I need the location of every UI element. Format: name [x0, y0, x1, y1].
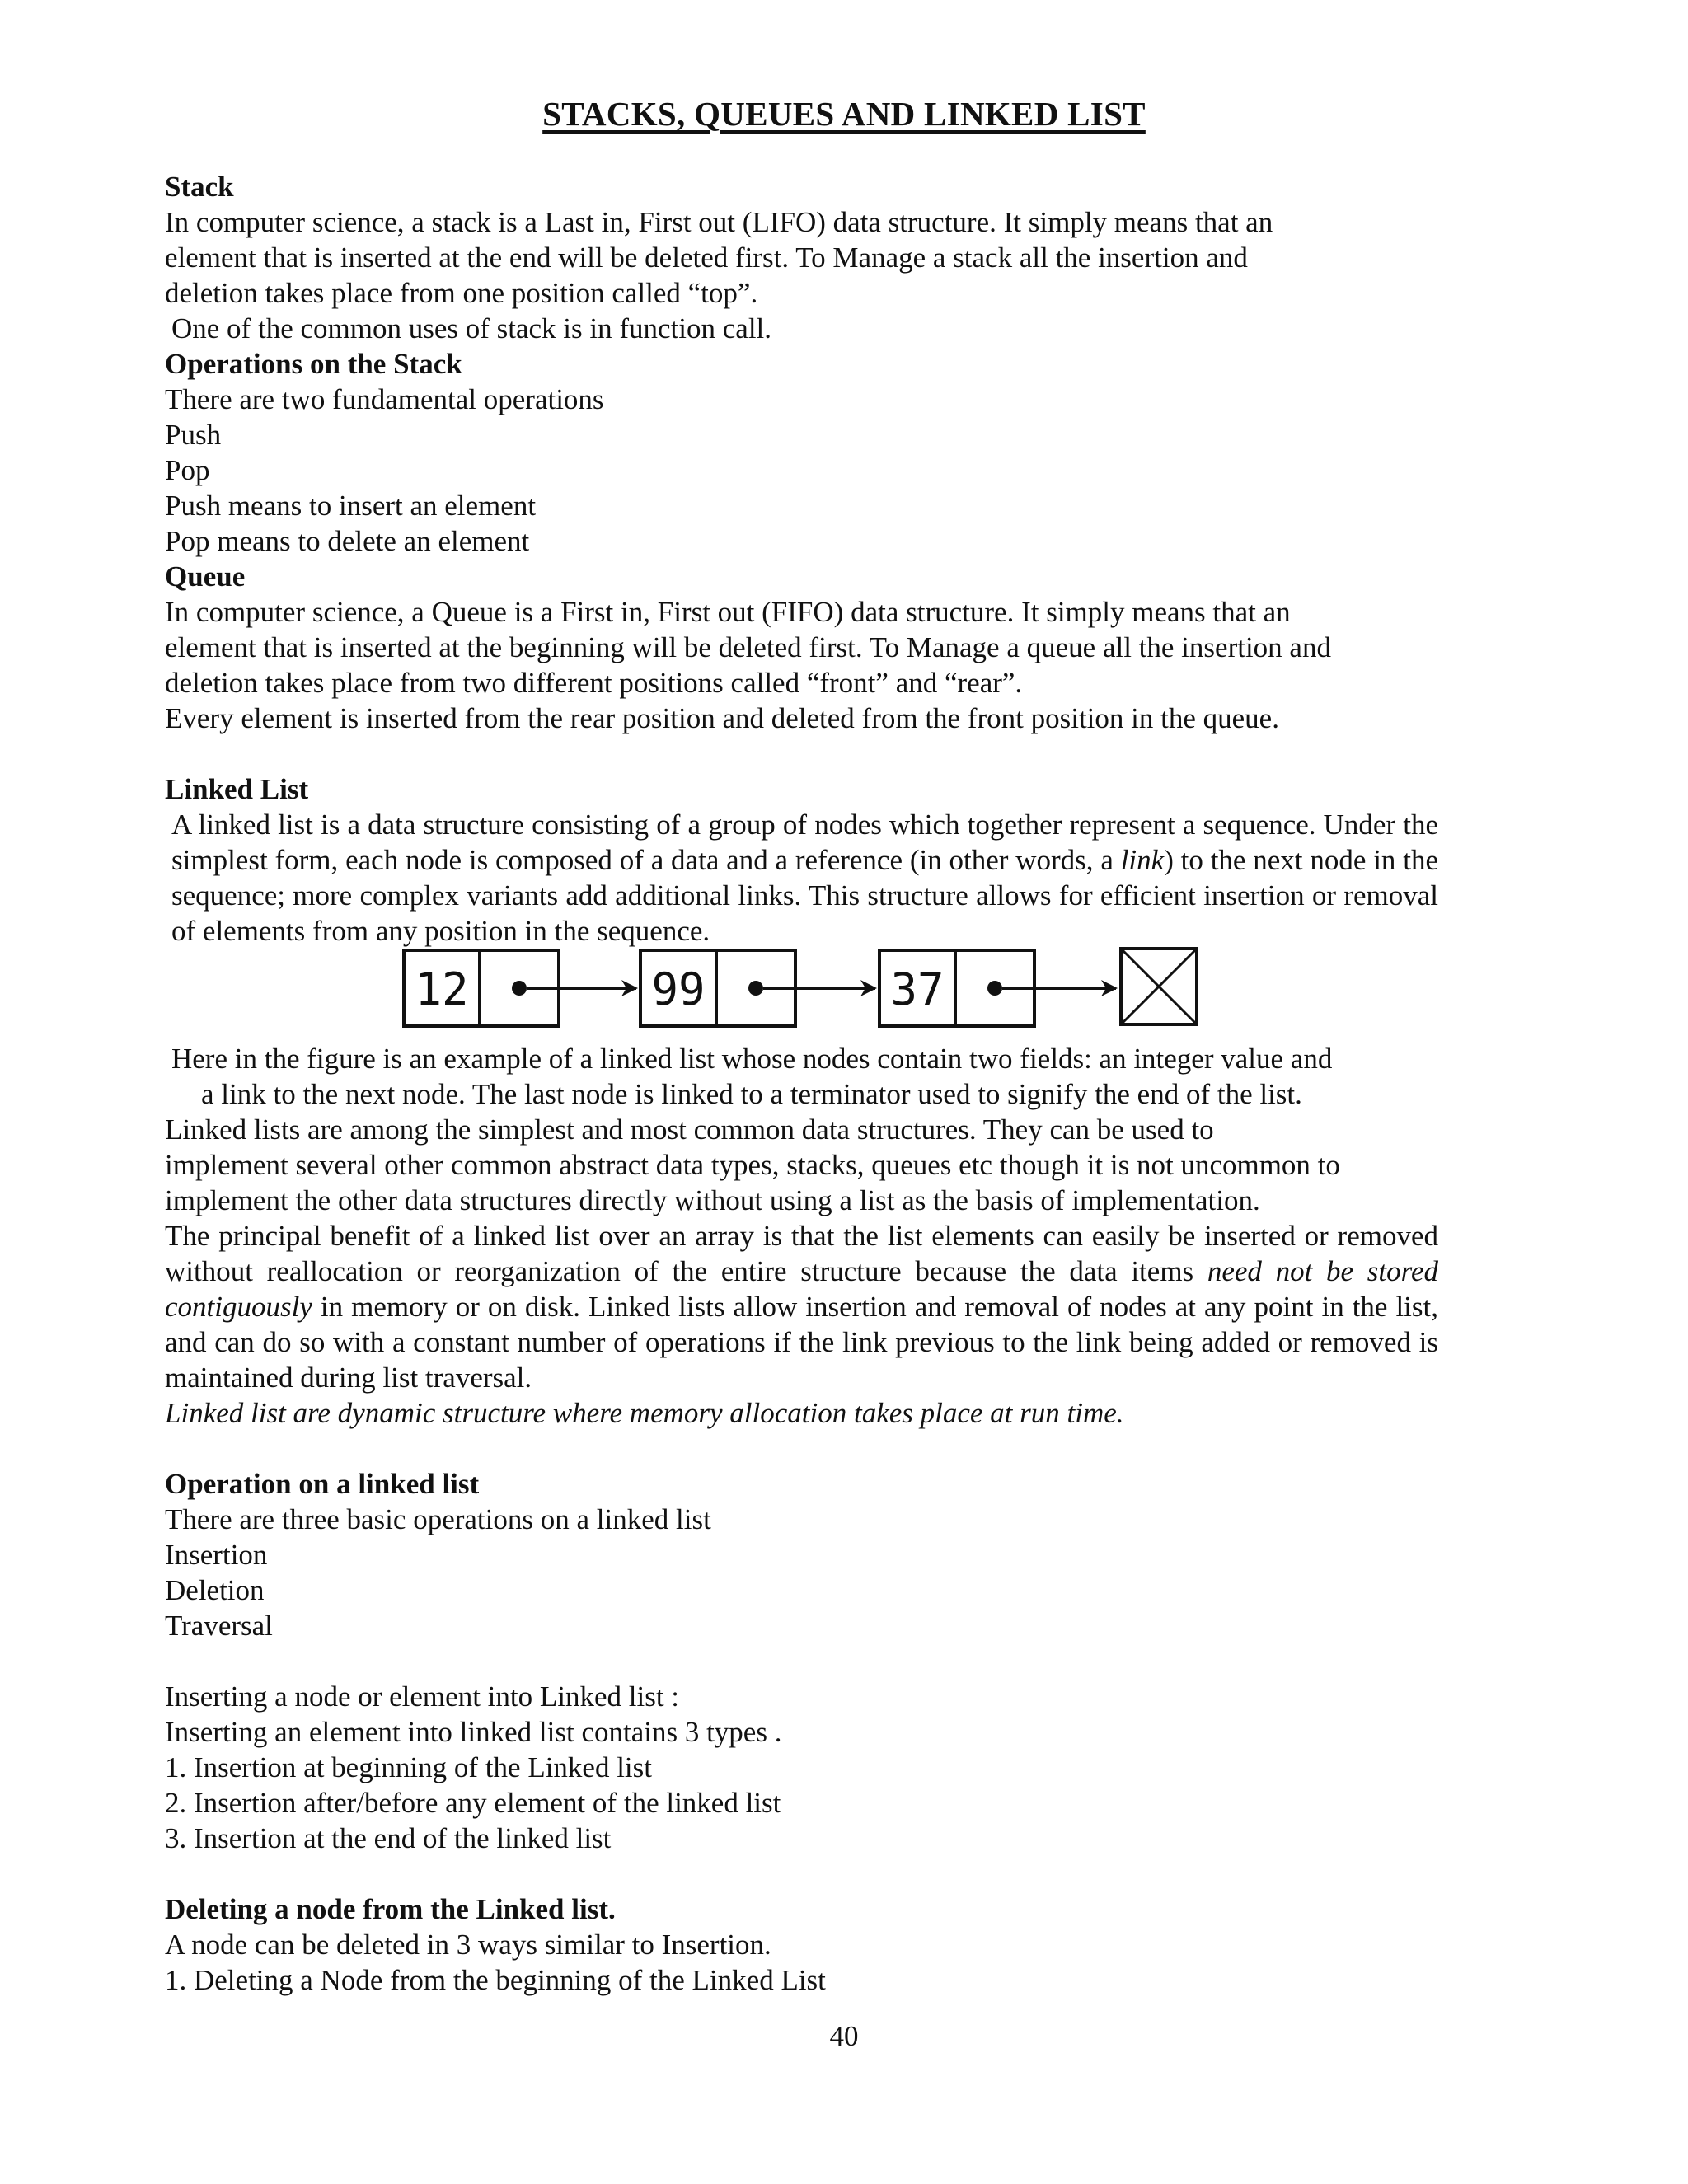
operation-insertion: Insertion — [165, 1539, 268, 1571]
linked-list-diagram — [401, 945, 1211, 1033]
node-value: 12 — [415, 963, 469, 1015]
queue-paragraph-line: deletion takes place from two different positions called “front” and “rear”. — [165, 667, 1023, 699]
operation-deletion: Deletion — [165, 1574, 265, 1606]
figure-caption-line: Here in the figure is an example of a linked list whose nodes contain two fields: an integer value and — [171, 1043, 1333, 1075]
insertion-intro: Inserting a node or element into Linked list : — [165, 1680, 680, 1713]
stack-use-line: One of the common uses of stack is in function call. — [171, 312, 772, 344]
insertion-types: Inserting an element into linked list contains 3 types . — [165, 1716, 782, 1748]
pop-definition: Pop means to delete an element — [165, 525, 530, 557]
figure-caption-line: a link to the next node. The last node is linked to a terminator used to signify the end of the list. — [201, 1078, 1302, 1110]
queue-heading: Queue — [165, 560, 246, 593]
stack-operations-intro: There are two fundamental operations — [165, 383, 604, 415]
queue-paragraph-line: Every element is inserted from the rear position and deleted from the front position in the queue. — [165, 702, 1279, 734]
linked-list-common-line: implement several other common abstract data types, stacks, queues etc though it is not uncommon to — [165, 1149, 1340, 1181]
dynamic-structure-note: Linked list are dynamic structure where memory allocation takes place at run time. — [165, 1397, 1124, 1429]
link-term: link — [1120, 844, 1165, 876]
list-terminator — [1121, 949, 1197, 1024]
linked-list-common-line: Linked lists are among the simplest and most common data structures. They can be used to — [165, 1113, 1214, 1146]
deletion-heading: Deleting a node from the Linked list. — [165, 1893, 616, 1925]
node-value: 99 — [651, 963, 706, 1015]
insertion-item: 3. Insertion at the end of the linked list — [165, 1822, 612, 1854]
node-pointer-dot — [987, 981, 1002, 996]
stack-operation-pop: Pop — [165, 454, 210, 486]
linked-list-common-line: implement the other data structures directly without using a list as the basis of implementation. — [165, 1184, 1260, 1216]
stack-heading: Stack — [165, 171, 234, 203]
push-definition: Push means to insert an element — [165, 490, 537, 522]
queue-paragraph-line: In computer science, a Queue is a First in, First out (FIFO) data structure. It simply means that an — [165, 596, 1291, 628]
page-number: 40 — [829, 2020, 859, 2052]
deletion-intro: A node can be deleted in 3 ways similar to Insertion. — [165, 1929, 771, 1961]
stack-paragraph-line: deletion takes place from one position called “top”. — [165, 277, 758, 309]
linked-list-heading: Linked List — [165, 773, 309, 805]
linked-list-intro: A linked list is a data structure consisting of a group of nodes which together represent a sequence. Under the simplest form, each node is composed of a data and a reference (in other words, a link) to the next node in the sequence; more complex variants add additional links. This structure allows for efficient insertion or removal of elements from any position in the sequence. — [171, 808, 1438, 947]
node-value: 37 — [890, 963, 945, 1015]
queue-paragraph-line: element that is inserted at the beginning will be deleted first. To Manage a queue all the insertion and — [165, 631, 1331, 663]
stack-paragraph-line: element that is inserted at the end will be deleted first. To Manage a stack all the insertion and — [165, 241, 1248, 274]
node-pointer-dot — [512, 981, 527, 996]
contiguous-emphasis: need not be stored contiguously — [165, 1255, 1438, 1323]
deletion-item: 1. Deleting a Node from the beginning of the Linked List — [165, 1964, 826, 1996]
insertion-item: 1. Insertion at beginning of the Linked list — [165, 1751, 653, 1783]
page-title: STACKS, QUEUES AND LINKED LIST — [542, 95, 1146, 133]
stack-operation-push: Push — [165, 419, 222, 451]
linked-list-figure — [165, 949, 1438, 1041]
stack-operations-heading: Operations on the Stack — [165, 348, 462, 380]
insertion-item: 2. Insertion after/before any element of the linked list — [165, 1787, 781, 1819]
operations-intro: There are three basic operations on a linked list — [165, 1503, 711, 1535]
linked-list-benefit: The principal benefit of a linked list over an array is that the list elements can easily be inserted or removed without reallocation or reorganization of the entire structure because the data items need not be stored contiguously in memory or on disk. Linked lists allow insertion and removal of nodes at any point in the list, and can do so with a constant number of operations if the link previous to the link being added or removed is maintained during list traversal. — [165, 1220, 1438, 1394]
stack-paragraph-line: In computer science, a stack is a Last in, First out (LIFO) data structure. It simply means that an — [165, 206, 1273, 238]
operations-heading: Operation on a linked list — [165, 1468, 480, 1500]
node-pointer-dot — [748, 981, 763, 996]
document-body — [165, 169, 1438, 1998]
operation-traversal: Traversal — [165, 1610, 273, 1642]
